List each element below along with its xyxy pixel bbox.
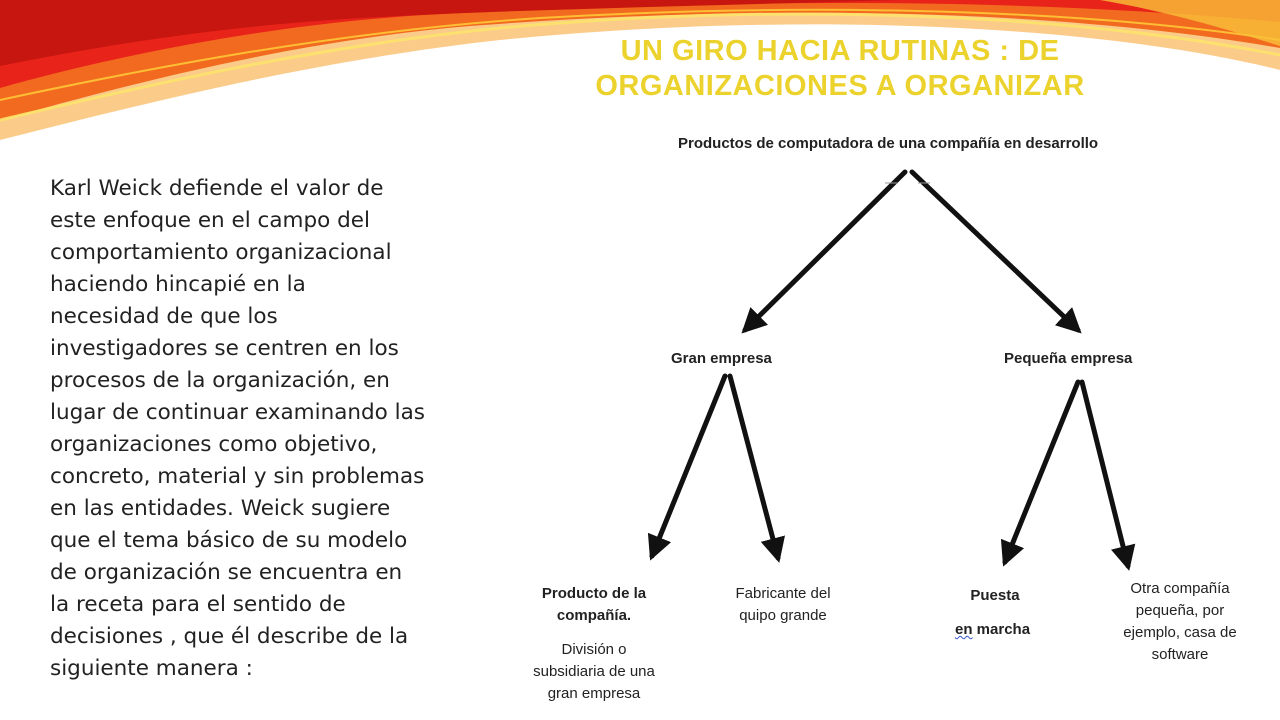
body-line: comportamiento organizacional (50, 240, 392, 265)
body-line: de organización se encuentra en (50, 560, 403, 585)
producto-title-line: Producto de la (541, 585, 647, 602)
otra-line: software (1151, 646, 1209, 663)
puesta-rest: marcha (972, 621, 1031, 638)
arrow-root-to-pequena (912, 172, 1078, 330)
producto-sub-line: gran empresa (547, 685, 641, 702)
fabricante-line: Fabricante del (735, 585, 831, 602)
puesta-line: Puesta (970, 587, 1020, 604)
otra-line: Otra compañía (1130, 580, 1230, 597)
node-root-label: Productos de computadora de una compañía en desarrollo (678, 135, 1099, 152)
body-line: la receta para el sentido de (50, 592, 346, 617)
slide-title (560, 34, 1120, 104)
fabricante-line: quipo grande (739, 607, 827, 624)
body-line: que el tema básico de su modelo (50, 528, 408, 553)
title-line: UN GIRO HACIA RUTINAS : DE (620, 35, 1060, 67)
body-line: haciendo hincapié en la (50, 272, 306, 297)
body-line: Karl Weick defiende el valor de (50, 176, 384, 201)
otra-line: pequeña, por (1135, 602, 1225, 619)
arrow-gran-to-fabricante (730, 376, 778, 558)
producto-sub-line: subsidiaria de una (533, 663, 655, 680)
body-line: en las entidades. Weick sugiere (50, 496, 391, 521)
body-line: necesidad de que los (50, 304, 278, 329)
arrow-pequena-to-puesta (1005, 382, 1078, 562)
body-line: concreto, material y sin problemas (50, 464, 425, 489)
body-line: procesos de la organización, en (50, 368, 390, 393)
organization-tree-diagram (500, 120, 1280, 720)
body-line: organizaciones como objetivo, (50, 432, 378, 457)
body-line: lugar de continuar examinando las (50, 400, 425, 425)
arrow-pequena-to-otra (1082, 382, 1128, 566)
node-producto-compania-title (528, 583, 660, 627)
arrow-root-to-gran (745, 172, 905, 330)
body-paragraph (50, 173, 520, 685)
body-line: decisiones , que él describe de la (50, 624, 409, 649)
node-producto-compania-subtitle (520, 639, 668, 705)
producto-sub-line: División o (561, 641, 627, 658)
node-fabricante-label (718, 583, 848, 627)
node-pequena-empresa-label: Pequeña empresa (1004, 350, 1133, 367)
spellcheck-word: en (955, 621, 973, 638)
puesta-line (955, 613, 1035, 647)
producto-title-line: compañía. (556, 607, 632, 624)
node-gran-empresa-label: Gran empresa (671, 350, 772, 367)
body-line: este enfoque en el campo del (50, 208, 370, 233)
body-line: investigadores se centren en los (50, 336, 399, 361)
node-otra-compania-label (1106, 578, 1254, 666)
title-line: ORGANIZACIONES A ORGANIZAR (595, 70, 1085, 102)
arrow-gran-to-producto (652, 376, 725, 556)
body-line: siguiente manera : (50, 656, 253, 681)
node-puesta-en-marcha-label (955, 579, 1035, 647)
otra-line: ejemplo, casa de (1123, 624, 1237, 641)
